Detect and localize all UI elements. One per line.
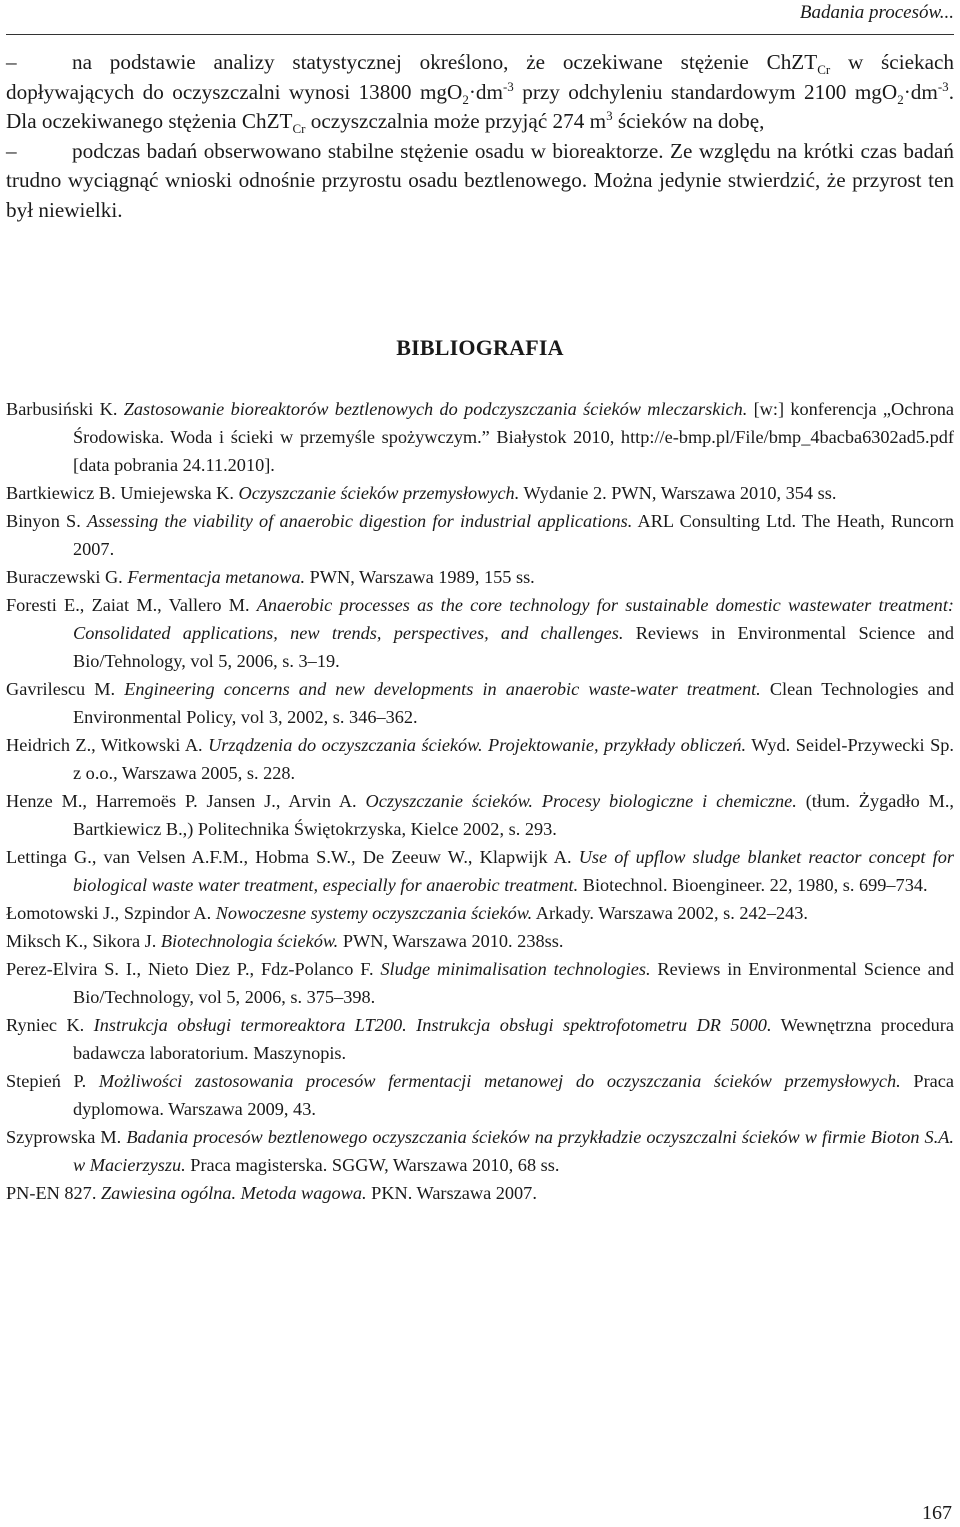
reference-title: Możliwości zastosowania procesów fermentacji metanowej do oczyszczania ścieków przemysłowych. bbox=[98, 1071, 901, 1091]
reference-title: Oczyszczanie ścieków przemysłowych. bbox=[238, 483, 520, 503]
reference-title: Anaerobic processes as the core technology for sustainable domestic wastewater treatment: Consolidated applications, new trends, perspectives, and challenges. bbox=[73, 595, 954, 643]
text-run: oczyszczalnia może przyjąć 274 m bbox=[305, 109, 607, 133]
reference-details: Arkady. Warszawa 2002, s. 242–243. bbox=[532, 903, 808, 923]
reference-title: Assessing the viability of anaerobic digestion for industrial applications. bbox=[87, 511, 633, 531]
reference-item bbox=[6, 1123, 954, 1179]
reference-item bbox=[6, 563, 954, 591]
reference-authors: Szyprowska M. bbox=[6, 1127, 127, 1147]
reference-item bbox=[6, 843, 954, 899]
reference-item bbox=[6, 927, 954, 955]
reference-item bbox=[6, 395, 954, 479]
reference-title: Instrukcja obsługi termoreaktora LT200. Instrukcja obsługi spektrofotometru DR 5000. bbox=[93, 1015, 772, 1035]
reference-details: Praca magisterska. SGGW, Warszawa 2010, 68 ss. bbox=[185, 1155, 560, 1175]
reference-authors: Buraczewski G. bbox=[6, 567, 128, 587]
reference-details: Wydanie 2. PWN, Warszawa 2010, 354 ss. bbox=[519, 483, 837, 503]
dash-marker: – bbox=[6, 50, 17, 74]
reference-details: PKN. Warszawa 2007. bbox=[366, 1183, 537, 1203]
reference-title: Oczyszczanie ścieków. Procesy biologiczne i chemiczne. bbox=[365, 791, 797, 811]
reference-item bbox=[6, 899, 954, 927]
text-run: ścieków na dobę, bbox=[612, 109, 765, 133]
reference-authors: Barbusiński K. bbox=[6, 399, 124, 419]
reference-item bbox=[6, 507, 954, 563]
reference-authors: Binyon S. bbox=[6, 511, 88, 531]
text-run: w ściekach dopływających do oczyszczalni wynosi 13800 mgO bbox=[6, 50, 954, 104]
text-run: ·dm bbox=[903, 79, 938, 104]
running-header bbox=[6, 0, 954, 35]
reference-authors: Henze M., Harremoës P. Jansen J., Arvin A. bbox=[6, 791, 366, 811]
reference-details: Wyd. Seidel-Przywecki Sp. z o.o., Warszawa 2005, s. 228. bbox=[73, 735, 954, 783]
reference-title: Badania procesów beztlenowego oczyszczania ścieków na przykładzie oczyszczalni ścieków w firmie Bioton S.A. w Macierzyszu. bbox=[73, 1127, 954, 1175]
subscript: Cr bbox=[292, 121, 306, 137]
header-title: Badania procesów... bbox=[799, 2, 954, 23]
bullet-item-2 bbox=[6, 137, 954, 226]
reference-title: Zastosowanie bioreaktorów beztlenowych do podczyszczania ścieków mleczarskich. bbox=[123, 399, 748, 419]
reference-details: PWN, Warszawa 1989, 155 ss. bbox=[305, 567, 535, 587]
subscript: 2 bbox=[897, 91, 904, 107]
reference-item bbox=[6, 1179, 954, 1207]
reference-title: Nowoczesne systemy oczyszczania ścieków. bbox=[215, 903, 533, 923]
reference-title: Urządzenia do oczyszczania ścieków. Projektowanie, przykłady obliczeń. bbox=[208, 735, 747, 755]
reference-authors: Foresti E., Zaiat M., Vallero M. bbox=[6, 595, 257, 615]
reference-authors: PN-EN 827. bbox=[6, 1183, 101, 1203]
reference-authors: Łomotowski J., Szpindor A. bbox=[6, 903, 216, 923]
reference-details: ARL Consulting Ltd. The Heath, Runcorn 2007. bbox=[73, 511, 954, 559]
reference-details: Reviews in Environmental Science and Bio/Tehnology, vol 5, 2006, s. 3–19. bbox=[73, 623, 954, 671]
reference-details: [w:] konferencja „Ochrona Środowiska. Woda i ścieki w przemyśle spożywczym.” Białystok 2010, http://e-bmp.pl/File/bmp_4bacba6302ad5.pdf [data pobrania 24.11.2010]. bbox=[73, 399, 954, 475]
reference-item bbox=[6, 479, 954, 507]
dash-marker: – bbox=[6, 138, 17, 163]
superscript: -3 bbox=[937, 78, 949, 94]
reference-title: Fermentacja metanowa. bbox=[127, 567, 306, 587]
reference-item bbox=[6, 731, 954, 787]
reference-item bbox=[6, 787, 954, 843]
subscript: 2 bbox=[462, 91, 469, 107]
reference-details: Wewnętrzna procedura badawcza laboratorium. Maszynopis. bbox=[73, 1015, 954, 1063]
reference-details: Clean Technologies and Environmental Policy, vol 3, 2002, s. 346–362. bbox=[73, 679, 954, 727]
reference-authors: Bartkiewicz B. Umiejewska K. bbox=[6, 483, 239, 503]
reference-details: Reviews in Environmental Science and Bio/Technology, vol 5, 2006, s. 375–398. bbox=[73, 959, 954, 1007]
reference-title: Sludge minimalisation technologies. bbox=[380, 959, 651, 979]
reference-list bbox=[6, 395, 954, 1207]
reference-item bbox=[6, 1067, 954, 1123]
reference-item bbox=[6, 1011, 954, 1067]
text-run: na podstawie analizy statystycznej określono, że oczekiwane stężenie ChZT bbox=[72, 50, 818, 74]
reference-authors: Stepień P. bbox=[6, 1071, 99, 1091]
text-run: . Dla oczekiwanego stężenia ChZT bbox=[6, 79, 954, 133]
reference-details: (tłum. Żygadło M., Bartkiewicz B.,) Politechnika Świętokrzyska, Kielce 2002, s. 293. bbox=[73, 791, 954, 839]
reference-authors: Lettinga G., van Velsen A.F.M., Hobma S.W., De Zeeuw W., Klapwijk A. bbox=[6, 847, 579, 867]
reference-authors: Gavrilescu M. bbox=[6, 679, 125, 699]
text-run: przy odchyleniu standardowym 2100 mgO bbox=[513, 79, 898, 104]
reference-details: Praca dyplomowa. Warszawa 2009, 43. bbox=[73, 1071, 954, 1119]
reference-details: Biotechnol. Bioengineer. 22, 1980, s. 699–734. bbox=[578, 875, 928, 895]
section-title: BIBLIOGRAFIA bbox=[396, 335, 564, 360]
superscript: 3 bbox=[606, 107, 613, 123]
reference-item bbox=[6, 675, 954, 731]
bullet-item-1 bbox=[6, 48, 954, 137]
text-run: podczas badań obserwowano stabilne stężenie osadu w bioreaktorze. Ze względu na krótki czas badań trudno wyciągnąć wnioski odnośnie przyrostu osadu beztlenowego. Można jedynie stwierdzić, że przyrost ten był niewielki. bbox=[6, 138, 954, 222]
reference-item bbox=[6, 591, 954, 675]
body-text bbox=[6, 48, 954, 225]
reference-authors: Heidrich Z., Witkowski A. bbox=[6, 735, 209, 755]
reference-title: Use of upflow sludge blanket reactor concept for biological waste water treatment, especially for anaerobic treatment. bbox=[73, 847, 954, 895]
reference-details: PWN, Warszawa 2010. 238ss. bbox=[338, 931, 564, 951]
reference-authors: Miksch K., Sikora J. bbox=[6, 931, 161, 951]
reference-authors: Ryniec K. bbox=[6, 1015, 94, 1035]
page-number: 167 bbox=[922, 1502, 952, 1524]
reference-title: Engineering concerns and new developments in anaerobic waste-water treatment. bbox=[124, 679, 761, 699]
reference-item bbox=[6, 955, 954, 1011]
superscript: -3 bbox=[502, 78, 514, 94]
text-run: ·dm bbox=[468, 79, 503, 104]
reference-title: Biotechnologia ścieków. bbox=[160, 931, 339, 951]
reference-title: Zawiesina ogólna. Metoda wagowa. bbox=[100, 1183, 367, 1203]
reference-authors: Perez-Elvira S. I., Nieto Diez P., Fdz-Polanco F. bbox=[6, 959, 381, 979]
subscript: Cr bbox=[817, 62, 831, 78]
